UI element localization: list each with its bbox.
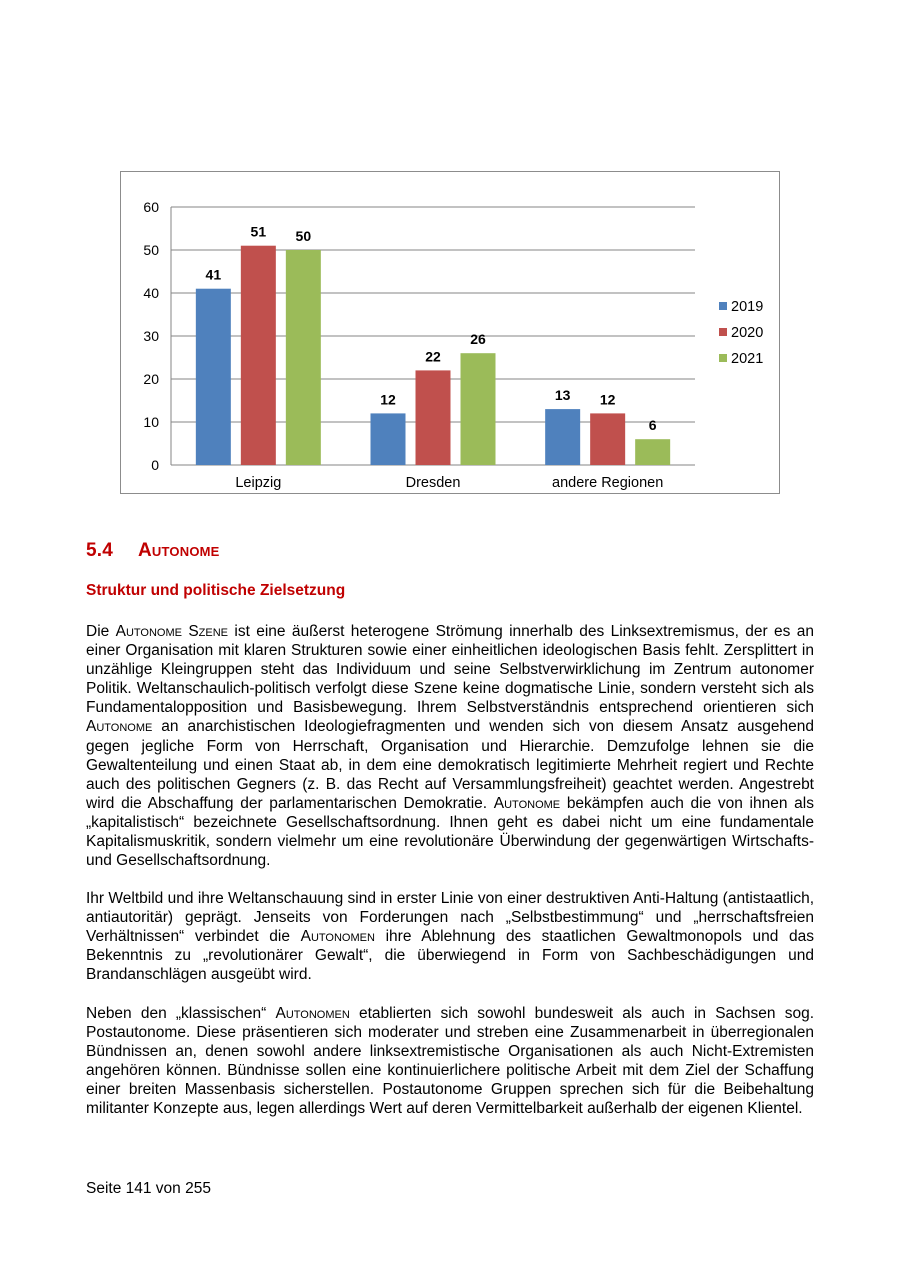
section-heading — [86, 540, 220, 562]
bar — [635, 439, 670, 465]
legend-label: 2019 — [731, 299, 764, 315]
bar — [286, 250, 321, 465]
bar — [241, 246, 276, 465]
bar — [196, 289, 231, 465]
section-number: 5.4 — [86, 540, 114, 561]
bar — [590, 413, 625, 465]
y-tick-label: 40 — [143, 285, 159, 301]
data-label: 22 — [425, 348, 441, 365]
x-tick-label: Dresden — [405, 475, 461, 491]
legend-label: 2020 — [731, 325, 764, 341]
text-run: etablierten sich sowohl bundesweit als auch in Sachsen sog. Postautonome. Diese präsentieren sich moderater und streben eine Zusammenarbeit in überregionalen Bündnissen an, denen sowohl andere linksextremistische Organisationen als auch Nicht-Extremisten angehören können. Bündnisse sollen eine kontinuierlichere politische Arbeit mit dem Ziel der Schaffung einer breiten Massenbasis sicherstellen. Postautonome Gruppen sprechen sich für die Beibehaltung militanter Konzepte aus, legen allerdings Wert auf deren Vermittelbarkeit außerhalb der eigenen Klientel. — [86, 1005, 814, 1118]
smallcaps-term: Autonome — [86, 718, 153, 736]
subheading: Struktur und politische Zielsetzung — [86, 582, 346, 599]
bar — [371, 413, 406, 465]
legend-swatch — [719, 328, 727, 336]
data-label: 50 — [295, 228, 312, 244]
bar — [545, 409, 580, 465]
y-tick-label: 10 — [143, 414, 159, 430]
y-tick-label: 50 — [143, 242, 159, 258]
y-tick-label: 0 — [151, 457, 159, 473]
y-tick-label: 30 — [143, 328, 159, 344]
smallcaps-term: Autonomen — [275, 1005, 350, 1022]
data-label: 12 — [380, 391, 396, 408]
y-tick-label: 20 — [143, 371, 159, 387]
y-tick-label: 60 — [143, 199, 159, 215]
x-tick-label: andere Regionen — [552, 475, 664, 491]
legend-swatch — [719, 354, 727, 362]
text-run: Die — [86, 623, 116, 640]
paragraph-3 — [86, 1004, 814, 1119]
page-footer: Seite 141 von 255 — [86, 1180, 211, 1197]
smallcaps-term: Autonome — [493, 794, 561, 812]
text-run: Neben den „klassischen“ — [86, 1005, 276, 1022]
data-label: 13 — [554, 387, 571, 404]
paragraph-1 — [86, 622, 814, 870]
bar-chart — [120, 171, 780, 494]
paragraph-2 — [86, 889, 814, 984]
text-run: bekämpfen auch die von ihnen als „kapitalistisch“ bezeichnete Gesellschaftsordnung. Ihnen geht es dabei nicht um eine fundamentale Kapitalismuskritik, sondern vielmehr um eine revolutionäre Überwindung der gegenwärtigen Wirtschafts- und Gesellschaftsordnung. — [86, 794, 814, 870]
text-run: ihre Ablehnung des staatlichen Gewaltmonopols und das Bekenntnis zu „revolutionärer Gewalt“, die überwiegend in Form von Sachbeschädigungen und Brandanschlägen ausgeübt wird. — [86, 928, 814, 984]
data-label: 41 — [205, 266, 222, 283]
legend-swatch — [719, 302, 727, 310]
data-label: 6 — [648, 417, 657, 434]
section-title: Autonome — [138, 540, 220, 561]
data-label: 12 — [599, 391, 616, 408]
text-run: Ihr Weltbild und ihre Weltanschauung sind in erster Linie von einer destruktiven Anti-Haltung (antistaatlich, antiautoritär) geprägt. Jenseits von Forderungen nach „Selbstbestimmung“ und „herrschaftsfreien Verhältnissen“ verbindet die — [86, 890, 814, 946]
x-tick-label: Leipzig — [235, 475, 282, 491]
bar — [416, 370, 451, 465]
text-run: an anarchistischen Ideologiefragmenten und wenden sich von diesem Ansatz ausgehend gegen jegliche Form von Herrschaft, Organisation und Hierarchie. Demzufolge lehnen sie die Gewaltenteilung und einen Staat ab, in dem eine demokratisch legitimierte Mehrheit regiert und Rechte auch des politischen Gegners (z. B. das Recht auf Versammlungsfreiheit) geachtet werden. Angestrebt wird die Abschaffung der parlamentarischen Demokratie. — [86, 718, 814, 812]
smallcaps-term: Autonome Szene — [115, 623, 229, 640]
bar — [461, 353, 496, 465]
smallcaps-term: Autonomen — [300, 928, 375, 946]
legend-label: 2021 — [731, 351, 764, 367]
data-label: 26 — [470, 331, 486, 348]
text-run: ist eine äußerst heterogene Strömung innerhalb des Linksextremismus, der es an einer Organisation mit klaren Strukturen sowie einer einheitlichen ideologischen Basis fehlt. Zersplittert in unzählige Kleingruppen steht das Individuum und seine Selbstverwirklichung im Zentrum autonomer Politik. Weltanschaulich-politisch verfolgt diese Szene keine dogmatische Linie, sondern versteht sich als Fundamentalopposition und Basisbewegung. Ihrem Selbstverständnis entsprechend orientieren sich — [86, 623, 814, 717]
chart-svg — [121, 172, 781, 495]
data-label: 51 — [250, 223, 267, 240]
